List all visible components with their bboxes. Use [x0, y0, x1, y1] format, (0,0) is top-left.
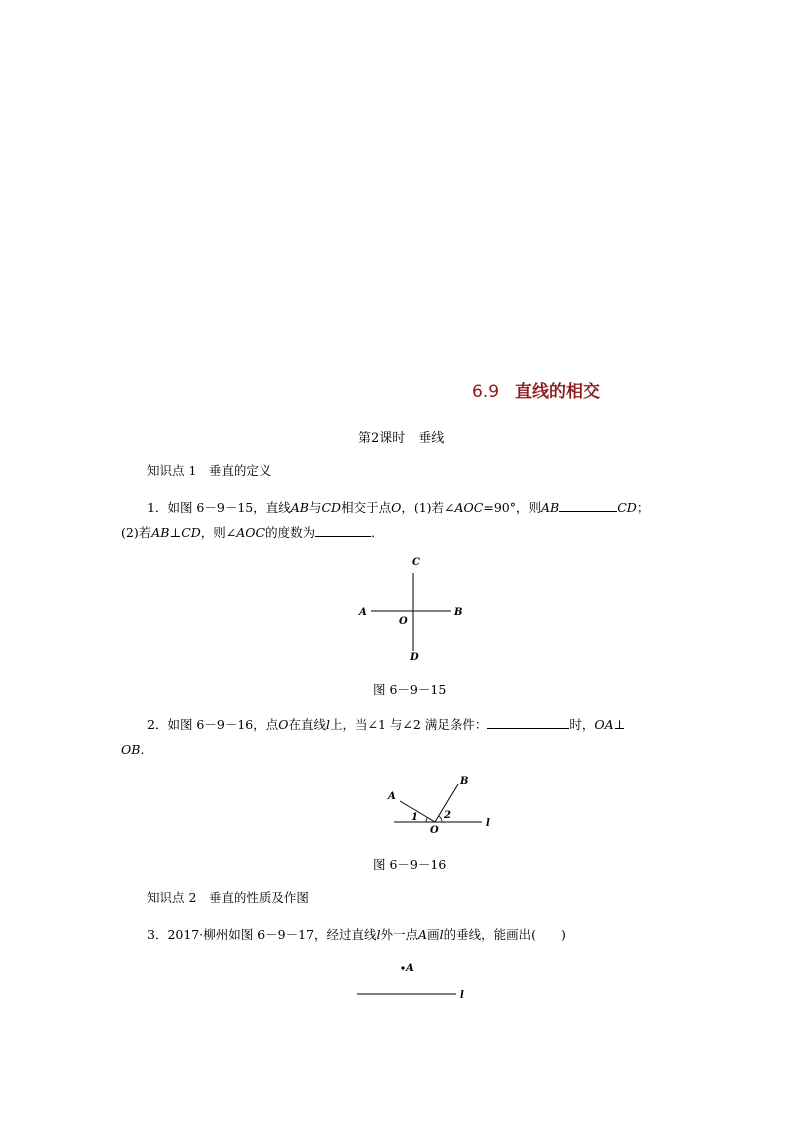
label-a: A	[388, 791, 396, 802]
label-d: D	[410, 652, 419, 663]
label-b: B	[460, 776, 469, 787]
answer-blank-2	[315, 535, 371, 537]
label-c: C	[412, 557, 420, 568]
label-o: O	[430, 825, 439, 836]
point-a	[401, 966, 404, 969]
knowledge-point-1-heading: 知识点 1 垂直的定义	[147, 463, 272, 478]
label-o: O	[399, 616, 408, 627]
label-a: A	[406, 963, 414, 974]
section-number: 6.9	[472, 382, 500, 402]
figure-6-9-15	[355, 552, 470, 664]
label-l: l	[460, 990, 464, 1001]
label-2: 2	[444, 810, 451, 821]
label-l: l	[486, 818, 490, 829]
question-2-line-1: 2．如图 6－9－16，点O在直线l上，当∠1 与∠2 满足条件： 时，OA⊥	[147, 717, 626, 732]
figure-6-9-15-caption: 图 6－9－15	[373, 682, 447, 697]
figure-6-9-16	[380, 770, 500, 838]
question-2-line-2: OB.	[121, 742, 145, 757]
knowledge-point-2-heading: 知识点 2 垂直的性质及作图	[147, 890, 309, 905]
angle-1-arc	[426, 817, 427, 822]
label-a: A	[359, 607, 367, 618]
figure-6-9-16-caption: 图 6－9－16	[373, 857, 447, 872]
section-title-text: 直线的相交	[515, 382, 601, 402]
figure-6-9-17	[350, 958, 475, 1006]
section-title	[472, 377, 600, 402]
label-1: 1	[411, 812, 418, 823]
angle-2-arc	[439, 816, 442, 822]
answer-blank-3	[487, 727, 569, 729]
label-b: B	[454, 607, 463, 618]
lesson-title: 第2课时 垂线	[358, 431, 445, 446]
answer-blank-1	[559, 510, 617, 512]
question-3-text: 3．2017·柳州如图 6－9－17，经过直线l外一点A画l的垂线，能画出( )	[147, 927, 566, 942]
question-1-line-1: 1．如图 6－9－15，直线AB与CD相交于点O，(1)若∠AOC=90°，则AB CD；	[147, 500, 650, 515]
question-1-line-2: (2)若AB⊥CD，则∠AOC的度数为 ．	[121, 525, 384, 540]
